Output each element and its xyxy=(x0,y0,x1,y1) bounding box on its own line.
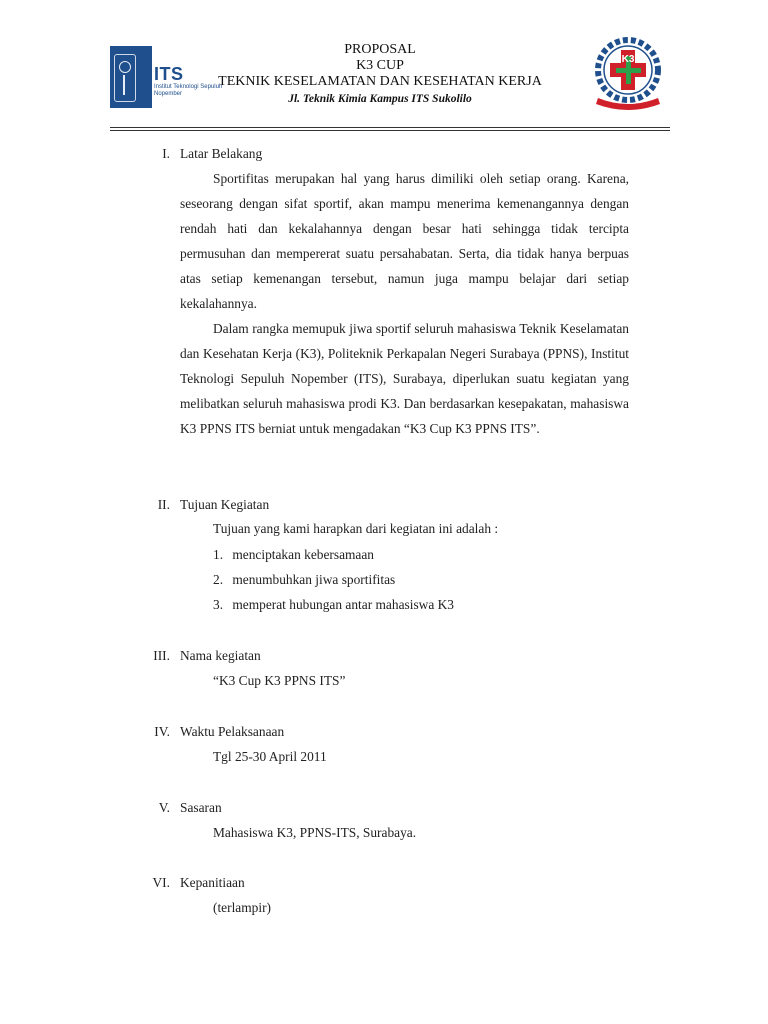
k3-logo-text: K3 xyxy=(621,54,635,65)
section-heading xyxy=(0,795,768,820)
list-item-number: 3. xyxy=(213,597,224,612)
paragraph: Sportifitas merupakan hal yang harus dimiliki oleh setiap orang. Karena, seseorang dengan sifat sportif, akan mampu menerima kemenangannya dengan rendah hati dan kekalahannya dengan besar hati sehingga tidak tercipta permusuhan dan mempererat suatu persahabatan. Serta, dia tidak hanya berpuas atas setiap kemenangan tersebut, namun juga mampu belajar dari setiap kekalahannya. xyxy=(180,171,629,311)
section-body: Mahasiswa K3, PPNS-ITS, Surabaya. xyxy=(213,825,417,840)
section-title: Tujuan Kegiatan xyxy=(180,497,270,512)
section-number: VI. xyxy=(152,875,170,890)
section-body: (terlampir) xyxy=(213,900,271,915)
section-number: II. xyxy=(157,497,170,512)
section-title: Kepanitiaan xyxy=(180,875,245,890)
section-body: “K3 Cup K3 PPNS ITS” xyxy=(213,673,346,688)
section-body: Tgl 25-30 April 2011 xyxy=(213,749,327,764)
list-item-number: 2. xyxy=(213,572,224,587)
list-item-text: memperat hubungan antar mahasiswa K3 xyxy=(232,597,454,612)
list-item xyxy=(213,542,374,567)
section-heading xyxy=(0,492,768,517)
section-heading xyxy=(0,870,768,895)
section-heading xyxy=(0,141,768,166)
section-number: III. xyxy=(153,648,170,663)
section-heading xyxy=(0,643,768,668)
section-title: Latar Belakang xyxy=(180,146,263,161)
list-item-number: 1. xyxy=(213,547,224,562)
list-item-text: menumbuhkan jiwa sportifitas xyxy=(232,572,396,587)
section-title: Sasaran xyxy=(180,800,222,815)
section-intro: Tujuan yang kami harapkan dari kegiatan ini adalah : xyxy=(213,521,499,536)
section-title: Waktu Pelaksanaan xyxy=(180,724,285,739)
list-item-text: menciptakan kebersamaan xyxy=(232,547,375,562)
section-number: V. xyxy=(158,800,170,815)
section-title: Nama kegiatan xyxy=(180,648,261,663)
its-logo-subtitle: Institut Teknologi Sepuluh Nopember xyxy=(154,84,223,97)
list-item xyxy=(213,592,454,617)
list-item xyxy=(213,567,395,592)
section-number: IV. xyxy=(154,724,170,739)
address: Jl. Teknik Kimia Kampus ITS Sukolilo xyxy=(288,93,472,105)
title-proposal: PROPOSAL xyxy=(344,42,416,57)
its-logo-text: ITS xyxy=(154,64,184,84)
section-heading xyxy=(0,719,768,744)
section-number: I. xyxy=(162,146,170,161)
title-k3-cup: K3 CUP xyxy=(356,58,404,73)
title-program: TEKNIK KESELAMATAN DAN KESEHATAN KERJA xyxy=(218,74,542,89)
paragraph: Dalam rangka memupuk jiwa sportif seluruh mahasiswa Teknik Keselamatan dan Kesehatan Kerja (K3), Politeknik Perkapalan Negeri Surabaya (PPNS), Institut Teknologi Sepuluh Nopember (ITS), Surabaya, diperlukan suatu kegiatan yang melibatkan seluruh mahasiswa prodi K3. Dan berdasarkan kesepakatan, mahasiswa K3 PPNS ITS berniat untuk mengadakan “K3 Cup K3 PPNS ITS”. xyxy=(180,321,629,436)
